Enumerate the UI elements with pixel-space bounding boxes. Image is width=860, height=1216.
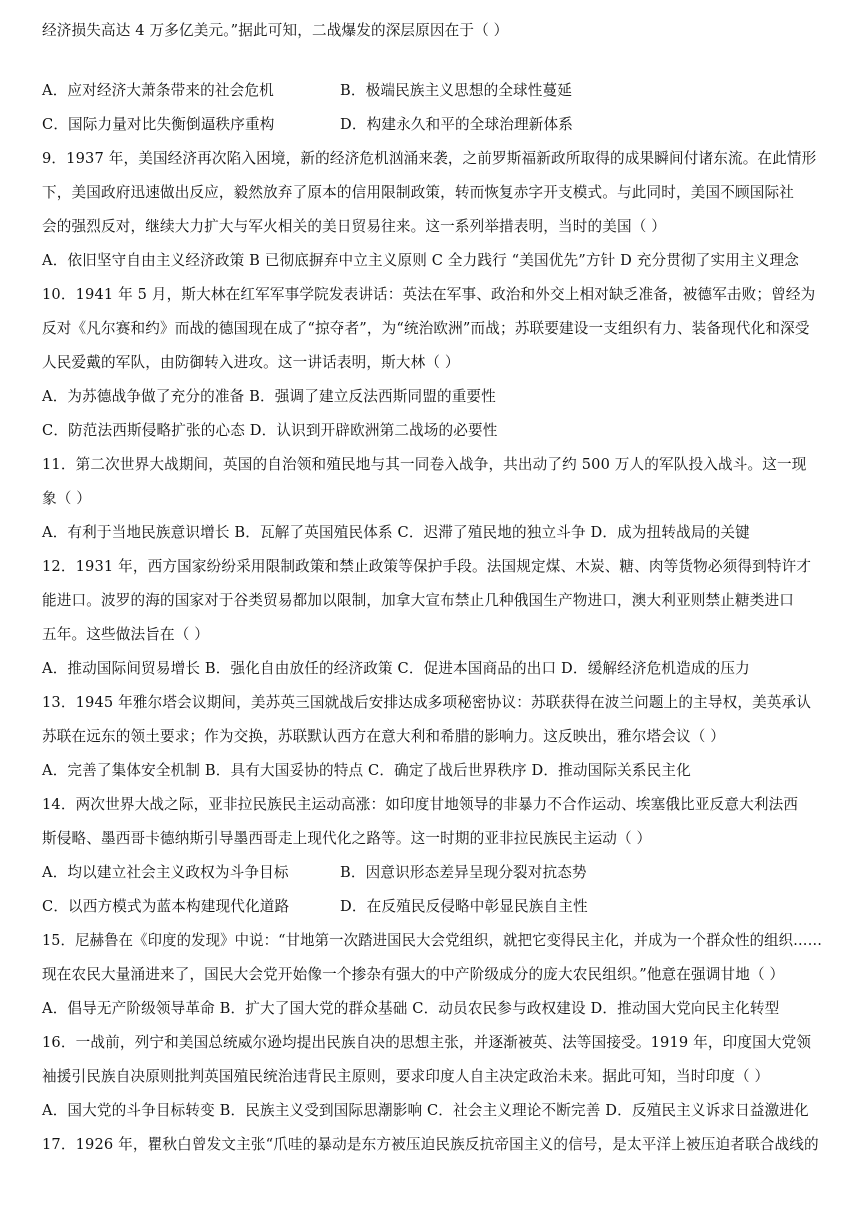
question-12-stem: 12．1931 年，西方国家纷纷采用限制政策和禁止政策等保护手段。法国规定煤、木炭、糖、肉等货物必须得到特许才	[42, 558, 812, 575]
question-9-stem: 下，美国政府迅速做出反应，毅然放弃了原本的信用限制政策，转而恢复赤字开支模式。与此同时，美国不顾国际社	[42, 184, 794, 201]
question-13-options: A．完善了集体安全机制 B．具有大国妥协的特点 C．确定了战后世界秩序 D．推动国际关系民主化	[42, 762, 691, 779]
question-17-stem: 17．1926 年，瞿秋白曾发文主张“爪哇的暴动是东方被压迫民族反抗帝国主义的信号，是太平洋上被压迫者联合战线的	[42, 1136, 819, 1153]
question-11-stem: 象（ ）	[42, 490, 92, 507]
question-8-stem-end: 经济损失高达 4 万多亿美元。”据此可知，二战爆发的深层原因在于（ ）	[42, 22, 509, 39]
question-10-options: C．防范法西斯侵略扩张的心态 D．认识到开辟欧洲第二战场的必要性	[42, 422, 498, 439]
option-d: D．在反殖民反侵略中彰显民族自主性	[340, 898, 588, 915]
question-11-stem: 11．第二次世界大战期间，英国的自治领和殖民地与其一同卷入战争，共出动了约 500 万人的军队投入战斗。这一现	[42, 456, 807, 473]
question-15-stem: 15．尼赫鲁在《印度的发现》中说：“甘地第一次踏进国民大会党组织，就把它变得民主化，并成为一个群众性的组织……	[42, 932, 823, 949]
question-15-options: A．倡导无产阶级领导革命 B．扩大了国大党的群众基础 C．动员农民参与政权建设 D．推动国大党向民主化转型	[42, 1000, 780, 1017]
question-10-stem: 人民爱戴的军队，由防御转入进攻。这一讲话表明，斯大林（ ）	[42, 354, 460, 371]
question-16-stem: 袖援引民族自决原则批判英国殖民统治违背民主原则，要求印度人自主决定政治未来。据此可知，当时印度（ ）	[42, 1068, 770, 1085]
option-b: B．极端民族主义思想的全球性蔓延	[340, 82, 573, 99]
option-b: B．因意识形态差异呈现分裂对抗态势	[340, 864, 587, 881]
question-10-stem: 10．1941 年 5 月，斯大林在红军军事学院发表讲话：英法在军事、政治和外交上相对缺乏准备，被德军击败；曾经为	[42, 286, 816, 303]
question-10-stem: 反对《凡尔赛和约》而战的德国现在成了“掠夺者”，为“统治欧洲”而战；苏联要建设一支组织有力、装备现代化和深受	[42, 320, 810, 337]
option-a: A．均以建立社会主义政权为斗争目标	[42, 864, 289, 881]
question-15-stem: 现在农民大量涌进来了，国民大会党开始像一个掺杂有强大的中产阶级成分的庞大农民组织。”他意在强调甘地（ ）	[42, 966, 785, 983]
option-a: A．应对经济大萧条带来的社会危机	[42, 82, 274, 99]
question-12-options: A．推动国际间贸易增长 B．强化自由放任的经济政策 C．促进本国商品的出口 D．缓解经济危机造成的压力	[42, 660, 750, 677]
question-12-stem: 能进口。波罗的海的国家对于谷类贸易都加以限制，加拿大宣布禁止几种俄国生产物进口，澳大利亚则禁止糖类进口	[42, 592, 794, 609]
question-14-stem: 14．两次世界大战之际，亚非拉民族民主运动高涨：如印度甘地领导的非暴力不合作运动、埃塞俄比亚反意大利法西	[42, 796, 799, 813]
question-9-stem: 会的强烈反对，继续大力扩大与军火相关的美日贸易往来。这一系列举措表明，当时的美国（ ）	[42, 218, 667, 235]
question-9-stem: 9．1937 年，美国经济再次陷入困境，新的经济危机汹涌来袭，之前罗斯福新政所取得的成果瞬间付诸东流。在此情形	[42, 150, 817, 167]
option-c: C．国际力量对比失衡倒逼秩序重构	[42, 116, 275, 133]
question-16-options: A．国大党的斗争目标转变 B．民族主义受到国际思潮影响 C．社会主义理论不断完善 D．反殖民主义诉求日益激进化	[42, 1102, 809, 1119]
option-c: C．以西方模式为蓝本构建现代化道路	[42, 898, 290, 915]
question-13-stem: 苏联在远东的领土要求；作为交换，苏联默认西方在意大利和希腊的影响力。这反映出，雅尔塔会议（ ）	[42, 728, 726, 745]
question-10-options: A．为苏德战争做了充分的准备 B．强调了建立反法西斯同盟的重要性	[42, 388, 496, 405]
option-d: D．构建永久和平的全球治理新体系	[340, 116, 574, 133]
question-13-stem: 13．1945 年雅尔塔会议期间，美苏英三国就战后安排达成多项秘密协议：苏联获得在波兰问题上的主导权，美英承认	[42, 694, 812, 711]
question-12-stem: 五年。这些做法旨在（ ）	[42, 626, 209, 643]
question-14-stem: 斯侵略、墨西哥卡德纳斯引导墨西哥走上现代化之路等。这一时期的亚非拉民族民主运动（ ）	[42, 830, 652, 847]
question-11-options: A．有利于当地民族意识增长 B．瓦解了英国殖民体系 C．迟滞了殖民地的独立斗争 D．成为扭转战局的关键	[42, 524, 750, 541]
question-16-stem: 16．一战前，列宁和美国总统威尔逊均提出民族自决的思想主张，并逐渐被英、法等国接受。1919 年，印度国大党领	[42, 1034, 812, 1051]
question-9-options: A．依旧坚守自由主义经济政策 B 已彻底摒弃中立主义原则 C 全力践行 “美国优先”方针 D 充分贯彻了实用主义理念	[42, 252, 799, 269]
